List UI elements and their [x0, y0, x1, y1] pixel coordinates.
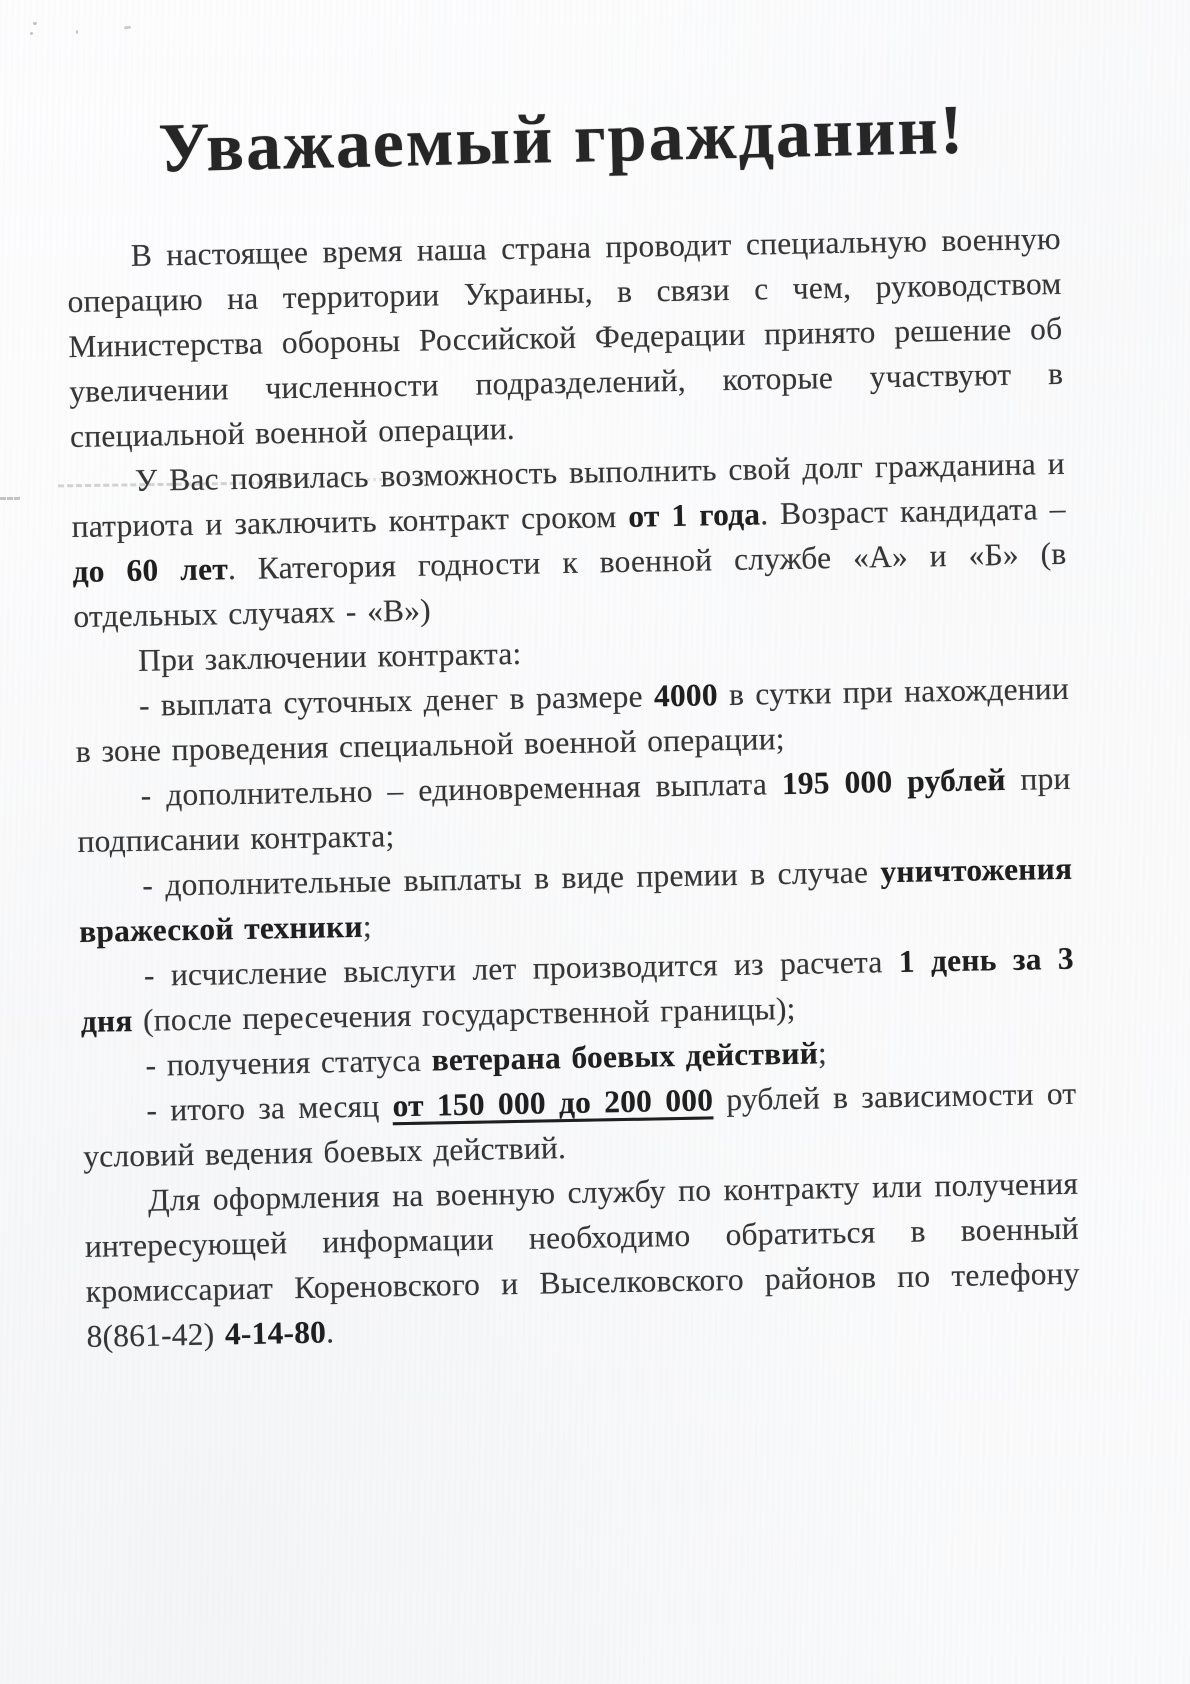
document-content	[64, 91, 1081, 1359]
text-run: . Категория годности к военной службе «А» и «Б» (в отдельных случаях - «В»)	[73, 535, 1067, 635]
text-run: - получения статуса	[145, 1042, 432, 1083]
scan-speck-artifact	[76, 30, 78, 34]
text-run: ;	[362, 908, 373, 944]
emphasized-text-run: уничтожения вражеской техники	[78, 850, 1073, 949]
text-run: . Возраст кандидата –	[759, 490, 1066, 532]
emphasized-text-run: 1 день за 3 дня	[80, 940, 1075, 1039]
emphasized-text-run: 4000	[653, 677, 719, 714]
text-run: (после пересечения государственной границы);	[132, 990, 796, 1039]
paragraph	[70, 441, 1067, 639]
scan-speck-artifact	[30, 32, 33, 35]
text-run: - дополнительные выплаты в виде премии в случае	[141, 854, 881, 903]
emphasized-text-run: ветерана боевых действий	[431, 1035, 819, 1078]
scan-speck-artifact	[33, 22, 37, 25]
paragraph	[66, 216, 1064, 459]
text-run: Для оформления на военную службу по контракту или получения интересующей информации необходимо обратиться в военный кромиссариат Кореновского и Выселковского районов по телефону 8(861-42)	[84, 1165, 1080, 1354]
paragraph	[84, 1161, 1081, 1359]
text-run: У Вас появилась возможность выполнить свой долг гражданина и патриота и заключить контракт сроком	[71, 445, 1066, 545]
text-run: При заключении контракта:	[137, 635, 522, 678]
text-run: .	[325, 1314, 335, 1350]
emphasized-text-run: до 60 лет	[72, 551, 229, 590]
text-run: при подписании контракта;	[77, 760, 1071, 859]
emphasized-text-run: от 150 000 до 200 000	[392, 1082, 714, 1124]
text-run: - итого за месяц	[146, 1088, 393, 1128]
text-run: В настоящее время наша страна проводит специальную военную операцию на территории Украины, в связи с чем, руководством Министерства обороны Российской Федерации принято решение об увеличении численности подразделений, которые участвуют в специальной военной операции.	[67, 220, 1064, 455]
text-run: рублей в зависимости от условий ведения боевых действий.	[82, 1075, 1077, 1174]
text-run: - исчисление выслуги лет производится из расчета	[143, 943, 900, 993]
text-run: - дополнительно – единовременная выплата	[140, 766, 783, 813]
scan-dash-artifact	[0, 497, 20, 500]
emphasized-text-run: 195 000 рублей	[781, 761, 1006, 802]
text-run: в сутки при нахождении в зоне проведения специальной военной операции;	[75, 670, 1070, 769]
text-run: - выплата суточных денег в размере	[138, 678, 655, 723]
text-run: ;	[817, 1035, 828, 1071]
scan-speck-artifact	[124, 26, 131, 30]
document-title: Уважаемый гражданин!	[157, 91, 966, 188]
emphasized-text-run: от 1 года	[628, 496, 761, 534]
emphasized-text-run: 4-14-80	[224, 1314, 327, 1352]
document-body	[66, 216, 1080, 1359]
